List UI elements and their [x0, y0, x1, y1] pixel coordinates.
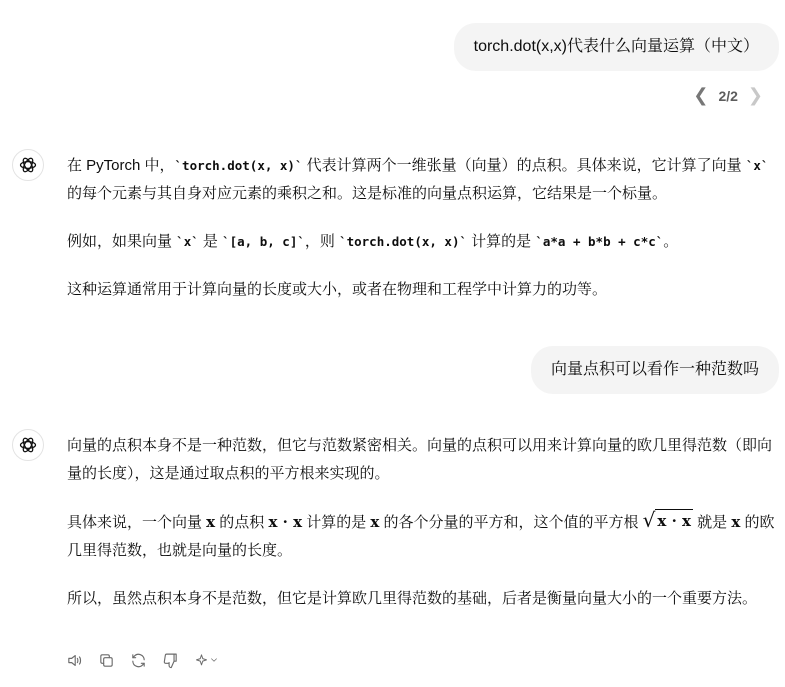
paragraph: 这种运算通常用于计算向量的长度或大小，或者在物理和工程学中计算力的功等。 — [67, 281, 608, 298]
user-message-bubble — [531, 346, 779, 394]
assistant-avatar — [12, 149, 44, 181]
paragraph: 所以，虽然点积本身不是范数，但它是计算欧几里得范数的基础，后者是衡量向量大小的一个重要方法。 — [67, 590, 758, 607]
text-span: 的各个分量的平方和，这个值的平方根 — [379, 514, 643, 531]
message-action-bar — [64, 650, 220, 670]
assistant-avatar — [12, 429, 44, 461]
model-switch-button[interactable] — [192, 650, 220, 670]
paragraph: 向量的点积本身不是一种范数，但它与范数紧密相关。向量的点积可以用来计算向量的欧几里得范数（即向量的长度），这是通过取点积的平方根来实现的。 — [67, 437, 773, 482]
copy-icon — [98, 652, 115, 669]
previous-response-button[interactable]: ❮ — [693, 85, 709, 105]
user-message-bubble — [454, 23, 779, 71]
user-message-text: torch.dot(x,x)代表什么向量运算（中文） — [473, 38, 759, 55]
read-aloud-button[interactable] — [64, 650, 84, 670]
math-vector: x — [206, 513, 216, 531]
regenerate-button[interactable] — [128, 650, 148, 670]
text-span: 例如，如果向量 — [67, 233, 177, 250]
thumbs-down-icon — [162, 652, 179, 669]
openai-logo-icon — [18, 435, 38, 455]
pager-count: 2/2 — [718, 87, 738, 104]
inline-code: `[a, b, c]` — [222, 234, 305, 249]
text-span: 的点积 — [215, 514, 269, 531]
paragraph — [67, 228, 775, 256]
read-aloud-icon — [66, 652, 83, 669]
math-vector: x — [731, 513, 741, 531]
text-span: 的欧几里得范数，也就是向量的长度。 — [67, 514, 775, 559]
text-span: 具体来说，一个向量 — [67, 514, 207, 531]
text-span: 是 — [198, 233, 223, 250]
next-response-button[interactable]: ❯ — [747, 85, 763, 105]
inline-code: `torch.dot(x, x)` — [174, 158, 303, 173]
math-vector: x — [370, 513, 380, 531]
math-expression: x · x — [655, 509, 693, 532]
chevron-down-icon — [209, 655, 219, 665]
text-span: 计算的是 — [302, 514, 371, 531]
regenerate-icon — [130, 652, 147, 669]
radical-sign-icon: √ — [642, 508, 656, 532]
text-span: ，则 — [304, 233, 340, 250]
text-span: 在 PyTorch 中， — [67, 157, 175, 174]
inline-code: `a*a + b*b + c*c` — [535, 234, 664, 249]
text-span: 。 — [663, 233, 679, 250]
text-span: 计算的是 — [467, 233, 536, 250]
copy-button[interactable] — [96, 650, 116, 670]
assistant-message — [67, 152, 775, 324]
inline-code: `torch.dot(x, x)` — [339, 234, 467, 249]
model-switch-icon — [194, 653, 209, 668]
text-span: 就是 — [692, 514, 732, 531]
math-expression: x · x — [268, 513, 303, 531]
paragraph — [67, 152, 775, 208]
inline-code: `x` — [176, 234, 199, 249]
user-message-text: 向量点积可以看作一种范数吗 — [550, 361, 759, 378]
thumbs-down-button[interactable] — [160, 650, 180, 670]
assistant-message — [67, 432, 775, 633]
text-span: 代表计算两个一维张量（向量）的点积。具体来说，它计算了向量 — [302, 157, 746, 174]
text-span: 的每个元素与其自身对应元素的乘积之和。这是标准的向量点积运算，它结果是一个标量。 — [67, 185, 668, 202]
response-pager — [691, 85, 765, 106]
inline-code: `x` — [745, 158, 769, 173]
paragraph — [67, 508, 775, 565]
openai-logo-icon — [18, 155, 38, 175]
square-root-expression — [643, 508, 693, 532]
